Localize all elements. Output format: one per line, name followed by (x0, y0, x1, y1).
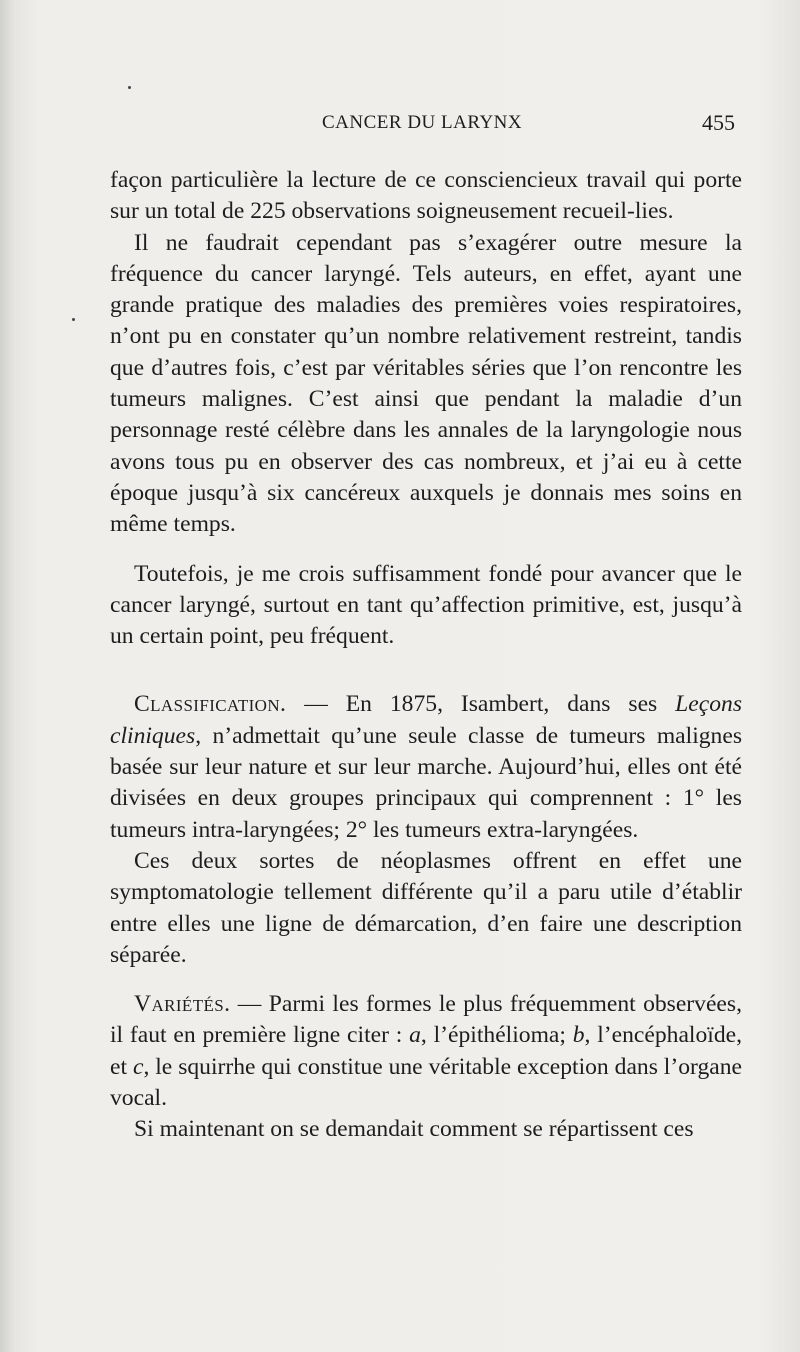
paragraph-text: , l’épithélioma; (420, 1022, 573, 1049)
paragraph-text: Ces deux sortes de néoplasmes offrent en effet une symptomatologie tellement différente qu’il a paru utile d’établir entre elles une ligne de démarcation, d’en faire une description séparée. (110, 847, 742, 968)
italic-letter: c (132, 1053, 144, 1080)
running-title: CANCER DU LARYNX (322, 112, 523, 133)
paragraph-text: façon particulière la lecture de ce consciencieux travail qui porte sur un total de 225 observations soigneusement recueil-lies. (110, 167, 742, 225)
section-heading-classification: Classification. (134, 691, 287, 718)
paragraph-neoplasmes (110, 846, 742, 971)
page-number: 455 (702, 110, 735, 135)
paragraph-varietes (110, 989, 742, 1114)
page-header (0, 112, 800, 142)
paragraph-toutefois (110, 559, 742, 653)
paragraph-text: Toutefois, je me crois suffisamment fondé pour avancer que le cancer laryngé, surtout en tant qu’affection primitive, est, jusqu’à un certain point, peu fréquent. (110, 560, 742, 650)
paragraph-text: Si maintenant on se demandait comment se répartissent ces (134, 1116, 694, 1143)
section-heading-varietes: Variétés. (134, 991, 231, 1018)
italic-letter: a (409, 1022, 421, 1049)
paragraph-text: Il ne faudrait cependant pas s’exagérer outre mesure la fréquence du cancer laryngé. Tels auteurs, en effet, ayant une grande pratique des maladies des premières voies respiratoires, n’ont pu en constater qu’un nombre relativement restreint, tandis que d’autres fois, c’est par véritables séries que l’on rencontre les tumeurs malignes. C’est ainsi que pendant la maladie d’un personnage resté célèbre dans les annales de la laryngologie nous avons tous pu en observer des cas nombreux, et j’ai eu à cette époque jusqu’à six cancéreux auxquels je donnais mes soins en même temps. (110, 229, 742, 538)
ink-speck (72, 318, 75, 321)
paragraph-final-line (110, 1114, 742, 1145)
ink-speck (128, 86, 131, 89)
paragraph-classification (110, 689, 742, 845)
paragraph-continuation (110, 165, 742, 228)
paragraph-text: — En 1875, Isambert, dans ses (286, 691, 676, 718)
paragraph-text: , n’admettait qu’une seule classe de tumeurs malignes basée sur leur nature et sur leur marche. Aujourd’hui, elles ont été divisées en deux groupes principaux qui comprennent : 1° les tumeurs intra-laryngées; 2° les tumeurs extra-laryngées. (110, 722, 742, 843)
paragraph-text: , le squirrhe qui constitue une véritable exception dans l’organe vocal. (110, 1053, 742, 1112)
paragraph-text: , l’encéphaloïde, et (110, 1022, 743, 1080)
paragraph-text: — Parmi les formes le plus fréquemment observées, il faut en première ligne citer : (110, 991, 742, 1049)
body-text (110, 165, 742, 1146)
italic-letter: b (572, 1022, 585, 1049)
italic-title: Leçons cliniques (110, 691, 742, 749)
paragraph-frequency (110, 228, 742, 541)
